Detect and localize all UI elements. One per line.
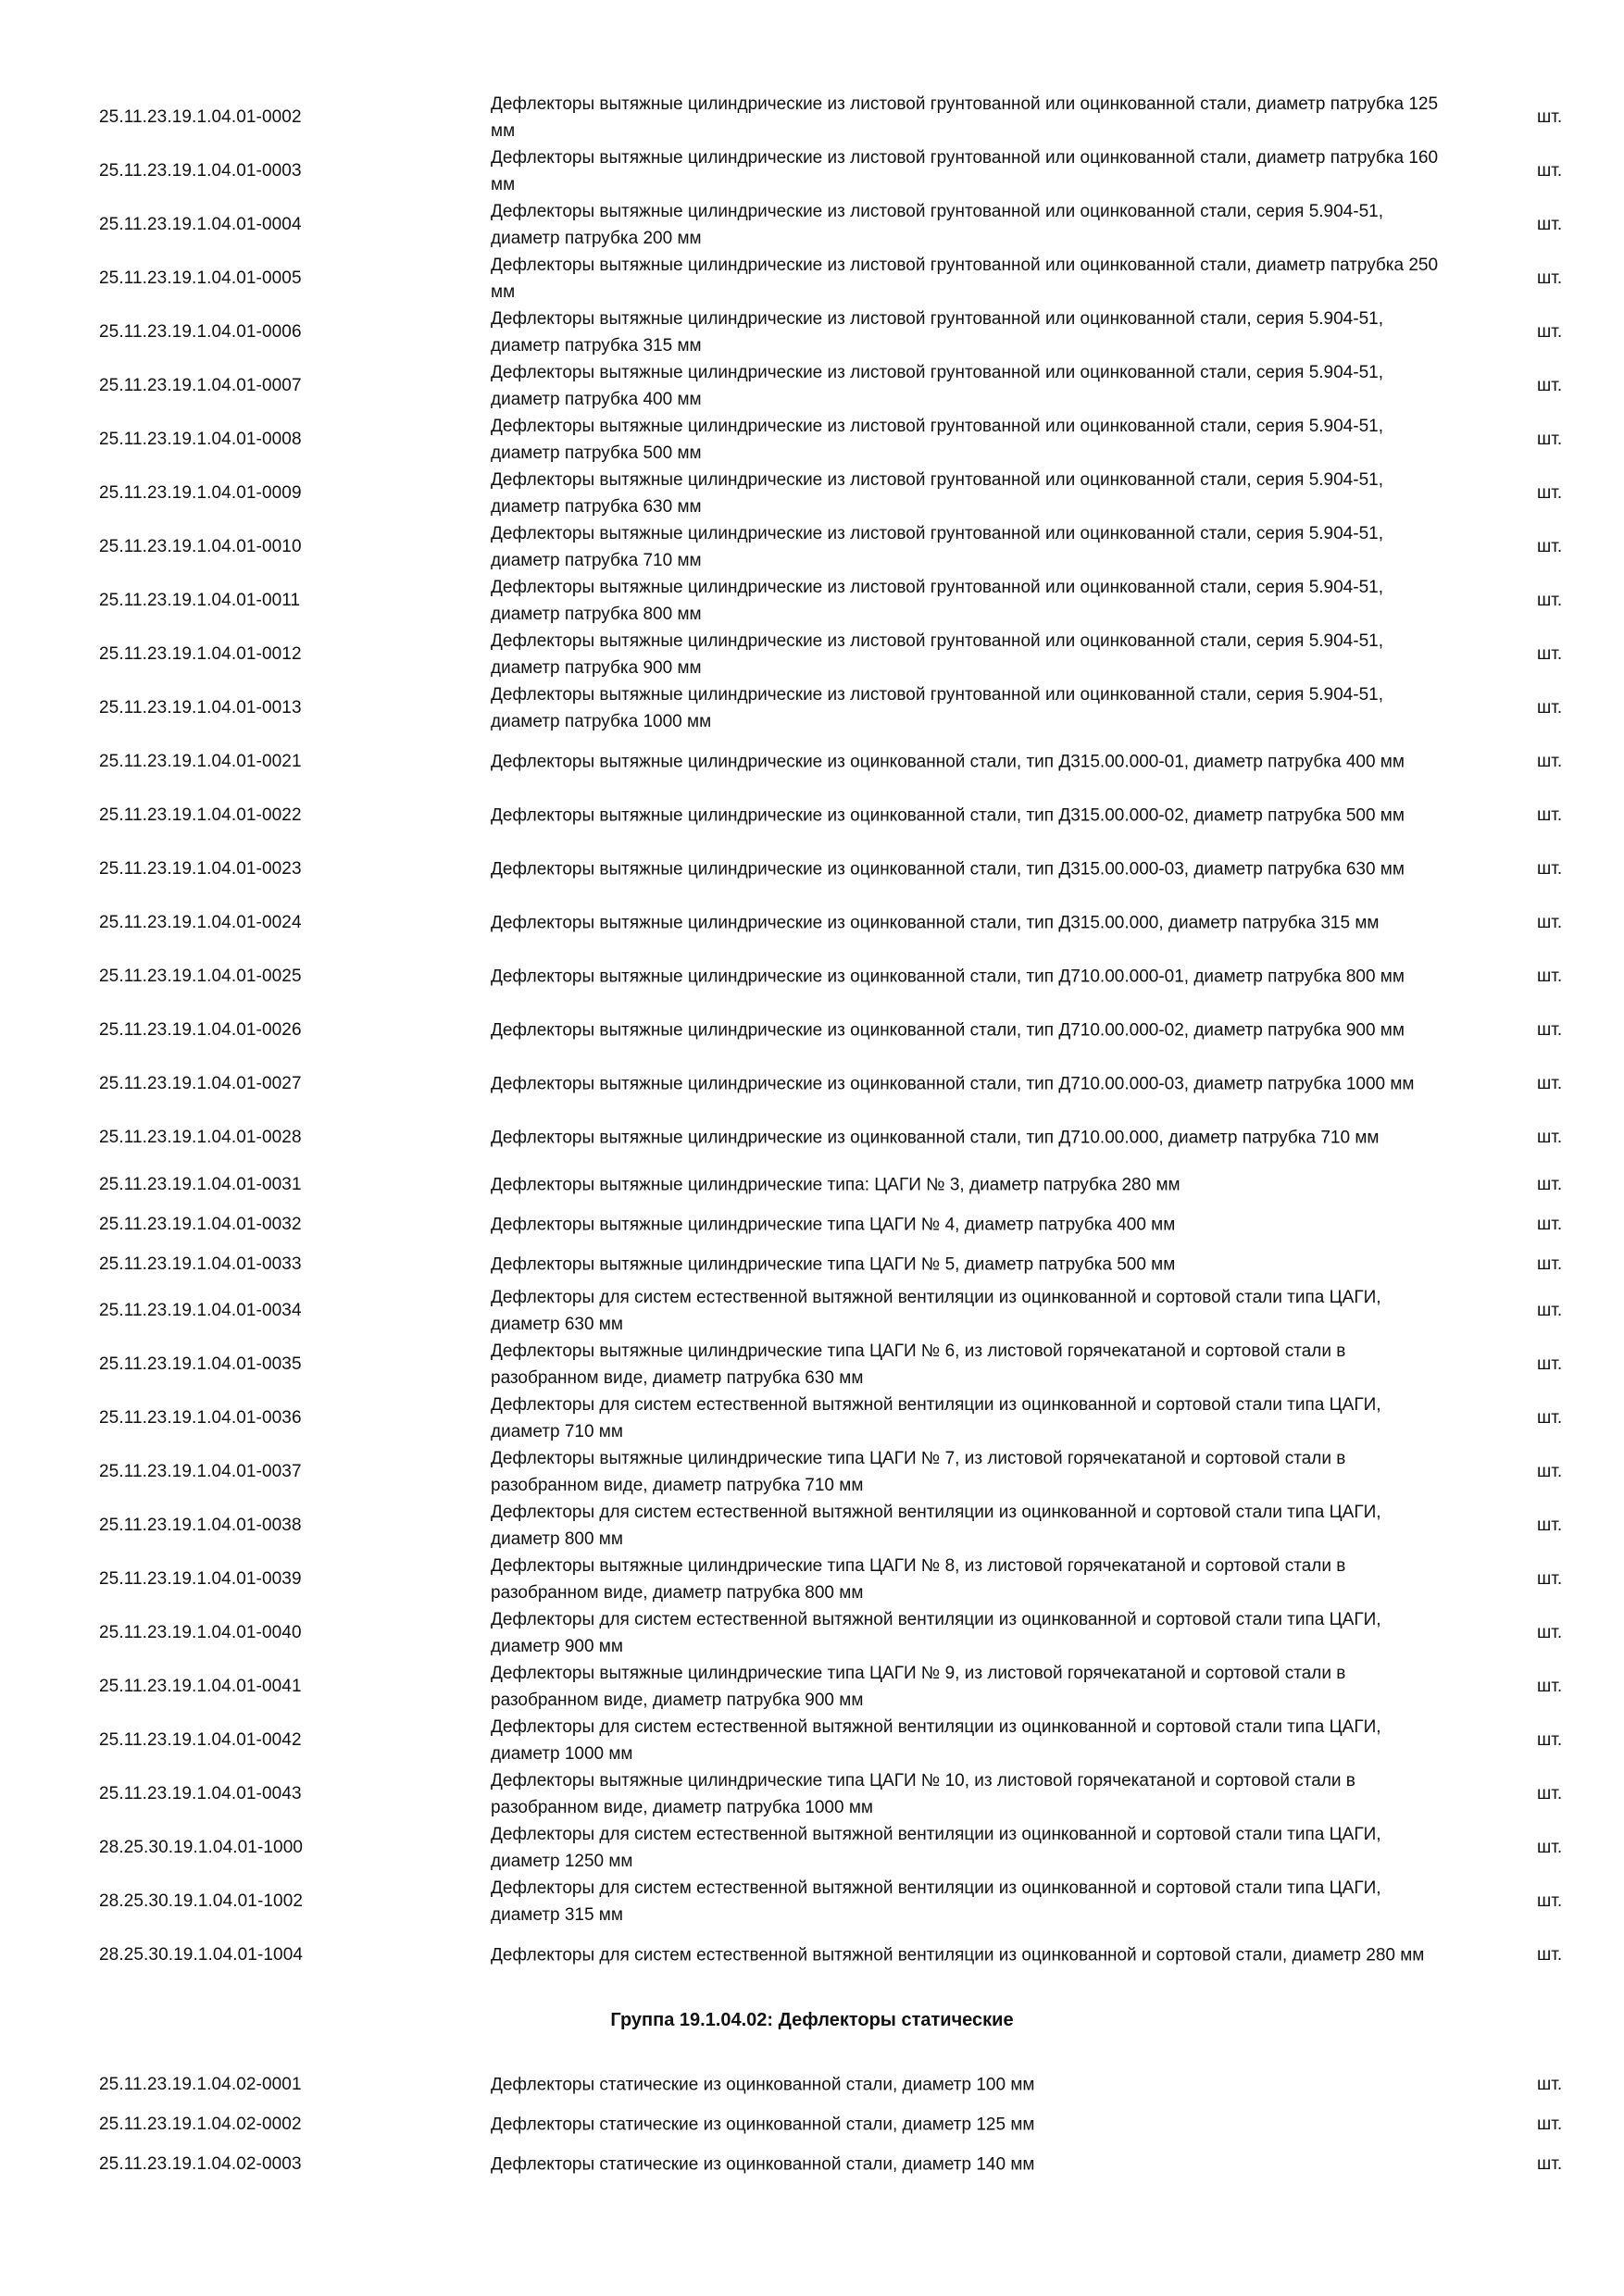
table-row xyxy=(0,2144,1624,2184)
item-description: Дефлекторы вытяжные цилиндрические из листовой грунтованной или оцинкованной стали, серия 5.904-51, диаметр патрубка 630 мм xyxy=(491,470,1383,517)
item-code: 25.11.23.19.1.04.01-0036 xyxy=(99,1408,302,1428)
item-unit: шт. xyxy=(1537,1838,1563,1857)
table-row xyxy=(0,1714,1624,1767)
item-description: Дефлекторы вытяжные цилиндрические типа ЦАГИ № 10, из листовой горячекатаной и сортовой стали в разобранном виде, диаметр патрубка 1000 мм xyxy=(491,1771,1355,1817)
group-2-table xyxy=(0,2065,1624,2184)
item-code: 25.11.23.19.1.04.01-0013 xyxy=(99,698,302,718)
item-description: Дефлекторы вытяжные цилиндрические типа ЦАГИ № 5, диаметр патрубка 500 мм xyxy=(491,1254,1176,1274)
item-code: 25.11.23.19.1.04.01-0022 xyxy=(99,805,302,825)
item-description: Дефлекторы вытяжные цилиндрические из листовой грунтованной или оцинкованной стали, диаметр патрубка 250 мм xyxy=(491,256,1439,302)
item-description: Дефлекторы для систем естественной вытяжной вентиляции из оцинкованной и сортовой стали типа ЦАГИ, диаметр 315 мм xyxy=(491,1878,1381,1925)
table-row xyxy=(0,1284,1624,1338)
table-row xyxy=(0,2104,1624,2144)
item-unit: шт. xyxy=(1537,913,1563,932)
item-unit: шт. xyxy=(1537,1128,1563,1147)
table-row xyxy=(0,2065,1624,2104)
item-description: Дефлекторы вытяжные цилиндрические типа ЦАГИ № 6, из листовой горячекатаной и сортовой стали в разобранном виде, диаметр патрубка 630 мм xyxy=(491,1341,1346,1388)
item-description: Дефлекторы вытяжные цилиндрические из листовой грунтованной или оцинкованной стали, серия 5.904-51, диаметр патрубка 1000 мм xyxy=(491,685,1383,731)
table-row xyxy=(0,91,1624,144)
table-row xyxy=(0,198,1624,252)
table-row xyxy=(0,1821,1624,1875)
item-unit: шт. xyxy=(1537,1408,1563,1428)
item-unit: шт. xyxy=(1537,376,1563,395)
item-unit: шт. xyxy=(1537,1301,1563,1320)
table-row xyxy=(0,1004,1624,1057)
table-row xyxy=(0,520,1624,574)
item-description: Дефлекторы вытяжные цилиндрические из оцинкованной стали, тип Д315.00.000-02, диаметр патрубка 500 мм xyxy=(491,805,1405,826)
item-description: Дефлекторы статические из оцинкованной стали, диаметр 140 мм xyxy=(491,2154,1035,2174)
table-row xyxy=(0,628,1624,681)
item-description: Дефлекторы вытяжные цилиндрические из листовой грунтованной или оцинкованной стали, серия 5.904-51, диаметр патрубка 710 мм xyxy=(491,524,1383,570)
item-code: 28.25.30.19.1.04.01-1002 xyxy=(99,1891,304,1911)
item-code: 25.11.23.19.1.04.01-0007 xyxy=(99,376,302,395)
item-description: Дефлекторы вытяжные цилиндрические типа ЦАГИ № 7, из листовой горячекатаной и сортовой стали в разобранном виде, диаметр патрубка 710 мм xyxy=(491,1449,1346,1495)
table-row xyxy=(0,306,1624,359)
item-description: Дефлекторы вытяжные цилиндрические из листовой грунтованной или оцинкованной стали, серия 5.904-51, диаметр патрубка 315 мм xyxy=(491,309,1383,356)
table-row xyxy=(0,413,1624,467)
item-description: Дефлекторы вытяжные цилиндрические из листовой грунтованной или оцинкованной стали, серия 5.904-51, диаметр патрубка 400 мм xyxy=(491,363,1383,409)
item-description: Дефлекторы вытяжные цилиндрические типа ЦАГИ № 9, из листовой горячекатаной и сортовой стали в разобранном виде, диаметр патрубка 900 мм xyxy=(491,1664,1346,1710)
table-row xyxy=(0,467,1624,520)
item-code: 25.11.23.19.1.04.01-0027 xyxy=(99,1074,302,1093)
item-code: 25.11.23.19.1.04.01-0043 xyxy=(99,1784,302,1803)
table-row xyxy=(0,144,1624,198)
item-code: 25.11.23.19.1.04.01-0038 xyxy=(99,1516,302,1535)
table-row xyxy=(0,1606,1624,1660)
item-code: 25.11.23.19.1.04.01-0002 xyxy=(99,107,302,127)
item-unit: шт. xyxy=(1537,1891,1563,1911)
item-unit: шт. xyxy=(1537,1945,1563,1965)
table-row xyxy=(0,735,1624,789)
item-code: 25.11.23.19.1.04.01-0012 xyxy=(99,644,302,664)
item-unit: шт. xyxy=(1537,1623,1563,1642)
item-code: 25.11.23.19.1.04.01-0026 xyxy=(99,1020,302,1040)
item-code: 25.11.23.19.1.04.01-0037 xyxy=(99,1462,302,1481)
table-row xyxy=(0,1445,1624,1499)
item-description: Дефлекторы вытяжные цилиндрические из листовой грунтованной или оцинкованной стали, серия 5.904-51, диаметр патрубка 200 мм xyxy=(491,202,1383,248)
item-unit: шт. xyxy=(1537,322,1563,342)
item-unit: шт. xyxy=(1537,161,1563,181)
item-code: 25.11.23.19.1.04.01-0041 xyxy=(99,1677,302,1696)
table-row xyxy=(0,1165,1624,1204)
item-description: Дефлекторы вытяжные цилиндрические из оцинкованной стали, тип Д315.00.000-01, диаметр патрубка 400 мм xyxy=(491,752,1405,772)
item-description: Дефлекторы для систем естественной вытяжной вентиляции из оцинкованной и сортовой стали типа ЦАГИ, диаметр 630 мм xyxy=(491,1288,1381,1334)
item-unit: шт. xyxy=(1537,430,1563,449)
item-unit: шт. xyxy=(1537,2074,1563,2094)
table-row xyxy=(0,896,1624,950)
item-unit: шт. xyxy=(1537,591,1563,610)
item-description: Дефлекторы статические из оцинкованной стали, диаметр 125 мм xyxy=(491,2115,1035,2134)
table-row xyxy=(0,1660,1624,1714)
item-unit: шт. xyxy=(1537,1730,1563,1750)
group-1-table xyxy=(0,91,1624,1982)
item-unit: шт. xyxy=(1537,1462,1563,1481)
item-unit: шт. xyxy=(1537,2153,1563,2174)
item-unit: шт. xyxy=(1537,537,1563,556)
item-unit: шт. xyxy=(1537,752,1563,771)
table-row xyxy=(0,1391,1624,1445)
table-row xyxy=(0,1553,1624,1606)
item-code: 25.11.23.19.1.04.01-0009 xyxy=(99,483,302,503)
table-row xyxy=(0,1875,1624,1928)
item-code: 25.11.23.19.1.04.01-0021 xyxy=(99,752,302,771)
table-row xyxy=(0,950,1624,1004)
table-row xyxy=(0,359,1624,413)
item-code: 25.11.23.19.1.04.01-0040 xyxy=(99,1623,302,1642)
item-unit: шт. xyxy=(1537,483,1563,503)
item-code: 25.11.23.19.1.04.02-0002 xyxy=(99,2114,302,2134)
table-row xyxy=(0,252,1624,306)
item-code: 28.25.30.19.1.04.01-1004 xyxy=(99,1945,304,1965)
item-code: 25.11.23.19.1.04.01-0032 xyxy=(99,1214,302,1234)
item-unit: шт. xyxy=(1537,2114,1563,2134)
item-unit: шт. xyxy=(1537,1784,1563,1803)
item-description: Дефлекторы вытяжные цилиндрические из оцинкованной стали, тип Д710.00.000, диаметр патрубка 710 мм xyxy=(491,1128,1380,1148)
item-unit: шт. xyxy=(1537,859,1563,879)
item-unit: шт. xyxy=(1537,215,1563,234)
item-code: 25.11.23.19.1.04.01-0035 xyxy=(99,1354,302,1374)
item-description: Дефлекторы вытяжные цилиндрические из листовой грунтованной или оцинкованной стали, серия 5.904-51, диаметр патрубка 800 мм xyxy=(491,578,1383,624)
item-unit: шт. xyxy=(1537,268,1563,288)
table-row xyxy=(0,681,1624,735)
item-description: Дефлекторы вытяжные цилиндрические из оцинкованной стали, тип Д315.00.000, диаметр патрубка 315 мм xyxy=(491,913,1380,933)
item-code: 25.11.23.19.1.04.01-0042 xyxy=(99,1730,302,1750)
table-row xyxy=(0,1244,1624,1284)
item-code: 25.11.23.19.1.04.01-0034 xyxy=(99,1301,302,1320)
item-code: 25.11.23.19.1.04.01-0033 xyxy=(99,1254,302,1274)
item-unit: шт. xyxy=(1537,1214,1563,1234)
item-code: 25.11.23.19.1.04.01-0039 xyxy=(99,1569,302,1589)
item-code: 25.11.23.19.1.04.01-0004 xyxy=(99,215,302,234)
group-heading: Группа 19.1.04.02: Дефлекторы статические xyxy=(610,2010,1014,2030)
item-description: Дефлекторы для систем естественной вытяжной вентиляции из оцинкованной и сортовой стали типа ЦАГИ, диаметр 800 мм xyxy=(491,1503,1381,1549)
item-code: 25.11.23.19.1.04.01-0025 xyxy=(99,967,302,986)
item-code: 25.11.23.19.1.04.01-0010 xyxy=(99,537,302,556)
item-unit: шт. xyxy=(1537,644,1563,664)
item-description: Дефлекторы для систем естественной вытяжной вентиляции из оцинкованной и сортовой стали типа ЦАГИ, диаметр 710 мм xyxy=(491,1395,1381,1441)
item-code: 25.11.23.19.1.04.01-0028 xyxy=(99,1128,302,1147)
item-description: Дефлекторы вытяжные цилиндрические из листовой грунтованной или оцинкованной стали, диаметр патрубка 125 мм xyxy=(491,94,1439,141)
item-unit: шт. xyxy=(1537,1569,1563,1589)
item-unit: шт. xyxy=(1537,1020,1563,1040)
table-row xyxy=(0,1767,1624,1821)
item-code: 25.11.23.19.1.04.01-0006 xyxy=(99,322,302,342)
item-description: Дефлекторы для систем естественной вытяжной вентиляции из оцинкованной и сортовой стали, диаметр 280 мм xyxy=(491,1945,1425,1965)
item-code: 25.11.23.19.1.04.02-0001 xyxy=(99,2074,302,2094)
item-unit: шт. xyxy=(1537,805,1563,825)
table-row xyxy=(0,1057,1624,1111)
item-description: Дефлекторы для систем естественной вытяжной вентиляции из оцинкованной и сортовой стали типа ЦАГИ, диаметр 900 мм xyxy=(491,1610,1381,1656)
item-description: Дефлекторы вытяжные цилиндрические типа ЦАГИ № 8, из листовой горячекатаной и сортовой стали в разобранном виде, диаметр патрубка 800 мм xyxy=(491,1556,1346,1603)
item-unit: шт. xyxy=(1537,107,1563,127)
item-description: Дефлекторы для систем естественной вытяжной вентиляции из оцинкованной и сортовой стали типа ЦАГИ, диаметр 1250 мм xyxy=(491,1825,1381,1871)
table-row xyxy=(0,1204,1624,1244)
table-row xyxy=(0,574,1624,628)
item-code: 25.11.23.19.1.04.01-0023 xyxy=(99,859,302,879)
item-code: 25.11.23.19.1.04.01-0011 xyxy=(99,591,301,610)
item-unit: шт. xyxy=(1537,1677,1563,1696)
item-unit: шт. xyxy=(1537,1354,1563,1374)
item-code: 25.11.23.19.1.04.01-0005 xyxy=(99,268,302,288)
item-code: 25.11.23.19.1.04.01-0031 xyxy=(99,1174,302,1194)
item-description: Дефлекторы для систем естественной вытяжной вентиляции из оцинкованной и сортовой стали типа ЦАГИ, диаметр 1000 мм xyxy=(491,1717,1381,1764)
item-description: Дефлекторы вытяжные цилиндрические типа: ЦАГИ № 3, диаметр патрубка 280 мм xyxy=(491,1175,1181,1194)
item-unit: шт. xyxy=(1537,967,1563,986)
item-description: Дефлекторы вытяжные цилиндрические из оцинкованной стали, тип Д710.00.000-02, диаметр патрубка 900 мм xyxy=(491,1020,1405,1041)
item-description: Дефлекторы вытяжные цилиндрические из оцинкованной стали, тип Д710.00.000-03, диаметр патрубка 1000 мм xyxy=(491,1074,1415,1094)
item-description: Дефлекторы вытяжные цилиндрические из листовой грунтованной или оцинкованной стали, серия 5.904-51, диаметр патрубка 900 мм xyxy=(491,631,1383,678)
item-description: Дефлекторы статические из оцинкованной стали, диаметр 100 мм xyxy=(491,2075,1035,2094)
table-row xyxy=(0,789,1624,842)
item-code: 25.11.23.19.1.04.01-0003 xyxy=(99,161,302,181)
table-row xyxy=(0,1111,1624,1165)
item-description: Дефлекторы вытяжные цилиндрические из листовой грунтованной или оцинкованной стали, диаметр патрубка 160 мм xyxy=(491,148,1439,194)
item-unit: шт. xyxy=(1537,1174,1563,1194)
item-description: Дефлекторы вытяжные цилиндрические из листовой грунтованной или оцинкованной стали, серия 5.904-51, диаметр патрубка 500 мм xyxy=(491,417,1383,463)
table-row xyxy=(0,842,1624,896)
item-code: 25.11.23.19.1.04.01-0008 xyxy=(99,430,302,449)
item-code: 25.11.23.19.1.04.01-0024 xyxy=(99,913,302,932)
table-row xyxy=(0,1928,1624,1982)
item-description: Дефлекторы вытяжные цилиндрические из оцинкованной стали, тип Д315.00.000-03, диаметр патрубка 630 мм xyxy=(491,859,1405,880)
item-description: Дефлекторы вытяжные цилиндрические типа ЦАГИ № 4, диаметр патрубка 400 мм xyxy=(491,1215,1176,1234)
table-row xyxy=(0,1338,1624,1391)
item-unit: шт. xyxy=(1537,698,1563,718)
item-unit: шт. xyxy=(1537,1074,1563,1093)
table-row xyxy=(0,1499,1624,1553)
item-unit: шт. xyxy=(1537,1254,1563,1274)
item-code: 28.25.30.19.1.04.01-1000 xyxy=(99,1838,304,1857)
item-unit: шт. xyxy=(1537,1516,1563,1535)
item-code: 25.11.23.19.1.04.02-0003 xyxy=(99,2153,302,2174)
item-description: Дефлекторы вытяжные цилиндрические из оцинкованной стали, тип Д710.00.000-01, диаметр патрубка 800 мм xyxy=(491,967,1405,987)
